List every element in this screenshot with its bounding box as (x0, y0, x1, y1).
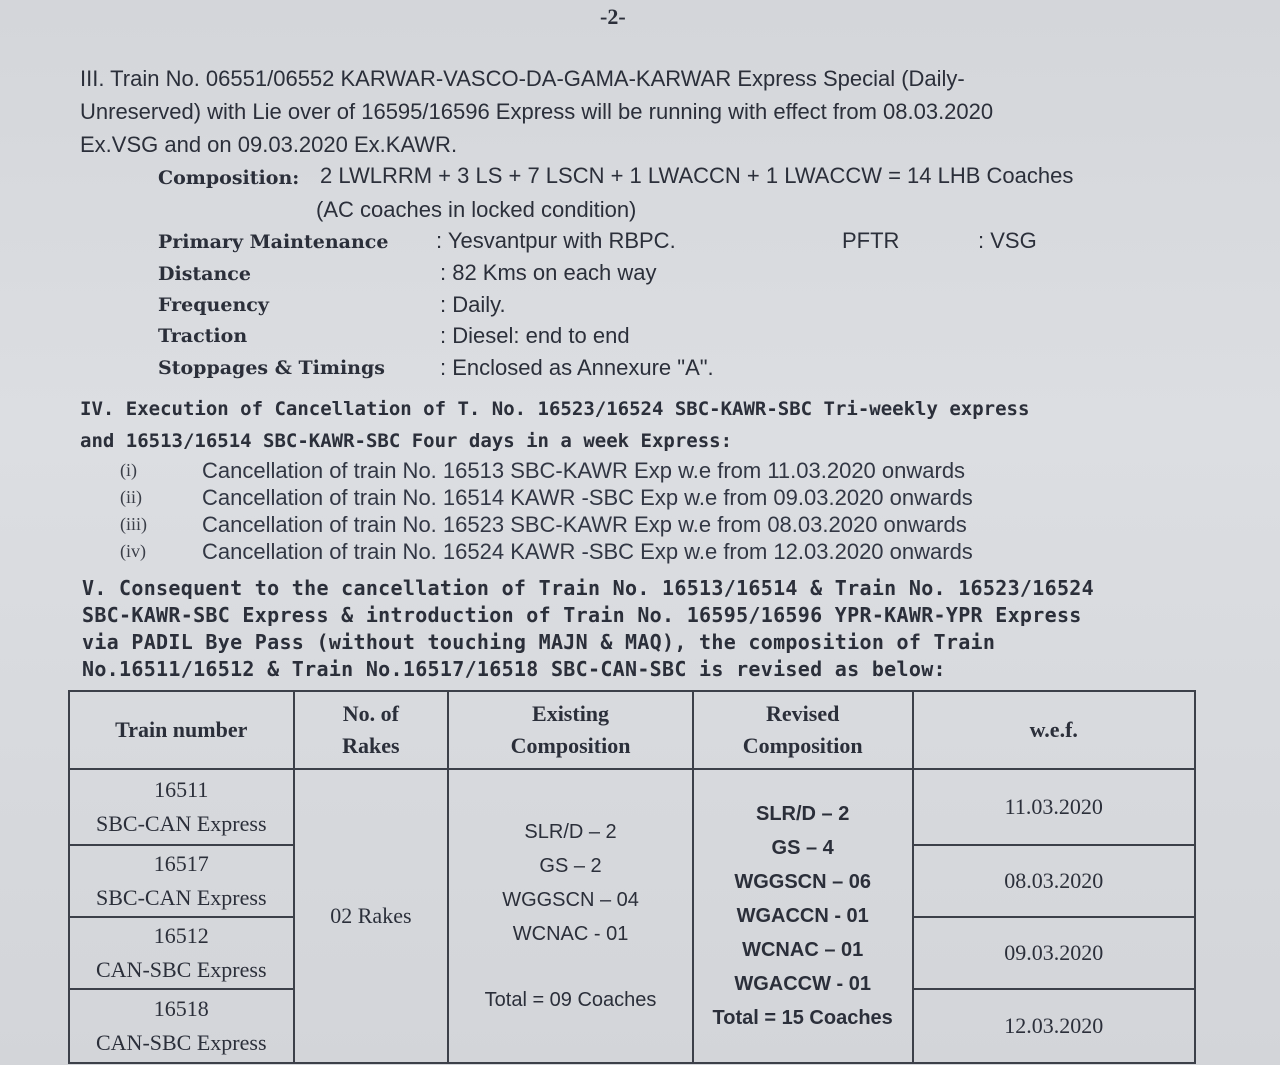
train-name: CAN-SBC Express (96, 1030, 267, 1055)
revised-item: WGACCW - 01 (734, 973, 872, 995)
rakes-value: 02 Rakes (330, 903, 412, 928)
train-cell (69, 989, 294, 1063)
composition-table (68, 690, 1196, 1064)
cancel-item-number: (iv) (120, 541, 146, 561)
train-name: SBC-CAN Express (96, 885, 267, 910)
section5-line2: SBC-KAWR-SBC Express & introduction of Train No. 16595/16596 YPR-KAWR-YPR Express (82, 603, 1082, 627)
traction-label: Traction (158, 325, 248, 347)
header-revised-composition: Revised Composition (693, 691, 913, 769)
composition-label: Composition: (158, 167, 300, 189)
pftr-value: : VSG (978, 228, 1037, 253)
existing-total: Total = 09 Coaches (484, 989, 657, 1011)
table-header-row (69, 691, 1195, 769)
section3-line2: Unreserved) with Lie over of 16595/16596 Express will be running with effect from 08.03.2020 (80, 99, 994, 124)
section5-line1: V. Consequent to the cancellation of Train No. 16513/16514 & Train No. 16523/16524 (82, 576, 1094, 600)
train-cell (69, 769, 294, 845)
pftr-label: PFTR (842, 228, 900, 253)
revised-total: Total = 15 Coaches (712, 1007, 893, 1029)
frequency-label: Frequency (158, 294, 269, 316)
train-number: 16511 (154, 777, 209, 802)
cancel-item-number: (i) (120, 460, 137, 480)
stoppages-value: : Enclosed as Annexure "A". (440, 355, 714, 380)
cancel-item-text: Cancellation of train No. 16523 SBC-KAWR Exp w.e from 08.03.2020 onwards (202, 512, 967, 537)
existing-item: WCNAC - 01 (512, 923, 629, 945)
train-name: SBC-CAN Express (96, 811, 267, 836)
wef-cell (913, 845, 1195, 917)
primary-maintenance-label: Primary Maintenance (158, 231, 389, 253)
section4-heading-line2: and 16513/16514 SBC-KAWR-SBC Four days in a week Express: (80, 430, 733, 452)
wef-cell (913, 769, 1195, 845)
distance-label: Distance (158, 263, 251, 285)
primary-maintenance-value: : Yesvantpur with RBPC. (436, 228, 676, 253)
cancel-item-text: Cancellation of train No. 16513 SBC-KAWR Exp w.e from 11.03.2020 onwards (202, 458, 966, 483)
revised-item: WGACCN - 01 (736, 905, 869, 927)
train-number: 16517 (153, 851, 209, 876)
cancel-item-number: (ii) (120, 487, 142, 507)
revised-item: WCNAC – 01 (742, 939, 864, 961)
section5-line4: No.16511/16512 & Train No.16517/16518 SBC-CAN-SBC is revised as below: (82, 657, 946, 681)
cancel-item-number: (iii) (120, 514, 147, 534)
revised-composition-cell (693, 769, 913, 1063)
header-no-of-rakes: No. of Rakes (294, 691, 449, 769)
composition-note: (AC coaches in locked condition) (316, 197, 637, 222)
wef-date: 09.03.2020 (1004, 940, 1104, 965)
existing-item: GS – 2 (539, 855, 602, 877)
header-wef: w.e.f. (913, 691, 1195, 769)
revised-item: GS – 4 (771, 837, 834, 859)
section5-line3: via PADIL Bye Pass (without touching MAJN & MAQ), the composition of Train (82, 630, 996, 654)
stoppages-label: Stoppages & Timings (158, 357, 385, 379)
wef-cell (913, 917, 1195, 989)
revised-item: SLR/D – 2 (756, 803, 850, 825)
section3-line3: Ex.VSG and on 09.03.2020 Ex.KAWR. (80, 132, 458, 157)
distance-value: : 82 Kms on each way (440, 260, 657, 285)
existing-composition-cell (448, 769, 693, 1063)
revised-item: WGGSCN – 06 (734, 871, 872, 893)
cancel-item-text: Cancellation of train No. 16524 KAWR -SBC Exp w.e from 12.03.2020 onwards (202, 539, 973, 564)
wef-date: 11.03.2020 (1004, 794, 1103, 819)
wef-cell (913, 989, 1195, 1063)
header-existing-composition: Existing Composition (448, 691, 693, 769)
existing-item: SLR/D – 2 (524, 821, 617, 843)
traction-value: : Diesel: end to end (440, 323, 630, 348)
existing-item: WGGSCN – 04 (502, 889, 639, 911)
wef-date: 12.03.2020 (1004, 1013, 1104, 1038)
frequency-value: : Daily. (440, 292, 506, 317)
page-number: -2- (600, 4, 626, 29)
train-cell (69, 845, 294, 917)
train-name: CAN-SBC Express (96, 957, 267, 982)
train-number: 16518 (153, 996, 209, 1021)
train-number: 16512 (153, 923, 209, 948)
section4-heading-line1: IV. Execution of Cancellation of T. No. 16523/16524 SBC-KAWR-SBC Tri-weekly express (80, 398, 1030, 420)
wef-date: 08.03.2020 (1004, 868, 1104, 893)
train-cell (69, 917, 294, 989)
header-train-number: Train number (69, 691, 294, 769)
composition-value: 2 LWLRRM + 3 LS + 7 LSCN + 1 LWACCN + 1 LWACCW = 14 LHB Coaches (320, 163, 1074, 188)
rakes-cell (294, 769, 449, 1063)
section3-line1: III. Train No. 06551/06552 KARWAR-VASCO-DA-GAMA-KARWAR Express Special (Daily- (80, 66, 965, 91)
table-row (69, 769, 1195, 845)
cancel-item-text: Cancellation of train No. 16514 KAWR -SBC Exp w.e from 09.03.2020 onwards (202, 485, 973, 510)
